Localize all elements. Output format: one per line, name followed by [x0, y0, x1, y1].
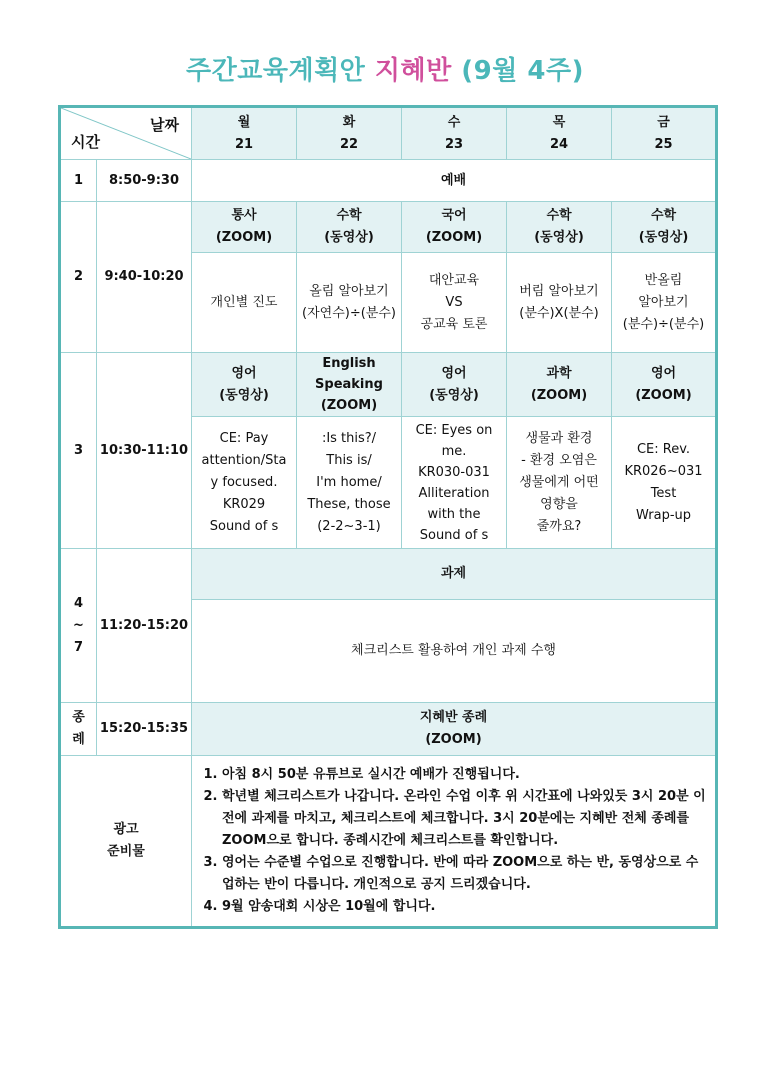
day-date: 23 [444, 136, 464, 152]
subject-mode: (동영상) [638, 230, 689, 245]
subject-mode: (동영상) [324, 230, 374, 245]
detail-line: with the [427, 506, 481, 522]
detail-line: y focused. [210, 474, 278, 490]
detail-line: Wrap-up [635, 507, 691, 523]
notice-item: 3. 영어는 수준별 수업으로 진행합니다. 반에 따라 ZOOM으로 하는 반, 동영상으로 수업하는 반이 다릅니다. 개인적으로 공지 드리겠습니다. [222, 852, 707, 896]
period-row-2-subjects [60, 202, 717, 253]
detail-line: 영향을 [540, 496, 578, 512]
subject-cell [297, 353, 402, 417]
closing-row [60, 703, 717, 756]
period-row-3-subjects [60, 353, 717, 417]
detail-line: CE: Rev. [636, 441, 691, 457]
closing-line: 지혜반 종례 [419, 710, 488, 725]
detail-line: attention/Sta [201, 452, 287, 468]
subject-cell [612, 353, 717, 417]
detail-cell [507, 253, 612, 353]
detail-line: KR029 [222, 496, 266, 512]
worship-cell: 예배 [192, 160, 717, 202]
assignment-content: 체크리스트 활용하여 개인 과제 수행 [192, 600, 717, 703]
period-time: 11:20-15:20 [97, 549, 192, 703]
subject-name: English Speaking [315, 356, 383, 392]
notice-label [60, 756, 192, 928]
header-corner [60, 107, 192, 160]
detail-line: - 환경 오염은 [521, 452, 597, 468]
date-label: 날짜 [150, 116, 179, 134]
subject-name: 국어 [441, 208, 467, 223]
detail-line: me. [441, 443, 467, 459]
period-number: 3 [60, 353, 97, 549]
period-row-4-7-heading [60, 549, 717, 600]
period-number: 2 [60, 202, 97, 353]
day-header-wed [402, 107, 507, 160]
subject-name: 과학 [546, 365, 572, 381]
notice-list [200, 764, 707, 918]
detail-line: I'm home/ [316, 474, 382, 490]
day-header-tue [297, 107, 402, 160]
detail-line: Sound of s [209, 518, 279, 534]
subject-cell [192, 353, 297, 417]
period-part: 7 [73, 639, 84, 655]
detail-line: 생물에게 어떤 [519, 474, 599, 490]
subject-cell [402, 353, 507, 417]
subject-mode: (동영상) [534, 230, 584, 245]
subject-name: 수학 [336, 208, 362, 223]
subject-mode: (ZOOM) [635, 387, 692, 403]
title-class: 지혜반 [374, 56, 452, 86]
day-date: 25 [654, 136, 673, 152]
notice-label-line: 준비물 [107, 844, 145, 859]
period-part: 례 [72, 732, 85, 747]
notice-item: 4. 9월 암송대회 시상은 10월에 합니다. [222, 896, 707, 918]
detail-line: (2-2~3-1) [317, 518, 381, 534]
day-header-thu [507, 107, 612, 160]
assignment-heading: 과제 [192, 549, 717, 600]
detail-cell [297, 253, 402, 353]
title-main: 주간교육계획안 [185, 56, 366, 86]
period-number: 1 [60, 160, 97, 202]
detail-cell [612, 253, 717, 353]
detail-line: This is/ [326, 452, 372, 468]
detail-line: 공교육 토론 [420, 316, 488, 332]
header-row [60, 107, 717, 160]
time-label: 시간 [71, 133, 100, 151]
subject-name: 영어 [650, 365, 677, 381]
subject-name: 수학 [546, 208, 572, 223]
subject-mode: (동영상) [429, 387, 479, 403]
detail-line: (분수)X(분수) [519, 305, 599, 321]
detail-line: 반올림 [644, 272, 683, 288]
period-row-1 [60, 160, 717, 202]
subject-cell [297, 202, 402, 253]
detail-line: These, those [307, 496, 391, 512]
detail-cell [192, 417, 297, 549]
detail-line: CE: Eyes on [415, 422, 493, 438]
detail-line: KR030-031 [418, 464, 490, 480]
subject-name: 영어 [231, 365, 257, 381]
closing-cell [192, 703, 717, 756]
notice-item: 1. 아침 8시 50분 유튜브로 실시간 예배가 진행됩니다. [222, 764, 707, 786]
notice-label-line: 광고 [113, 822, 139, 837]
detail-line: Alliteration [418, 485, 490, 501]
period-part: ~ [73, 617, 84, 633]
period-part: 4 [73, 595, 84, 611]
detail-line: Sound of s [419, 527, 489, 543]
detail-line: 올림 알아보기 [309, 283, 389, 299]
detail-line: 생물과 환경 [525, 430, 593, 446]
period-time: 9:40-10:20 [97, 202, 192, 353]
day-header-fri [612, 107, 717, 160]
day-date: 21 [234, 136, 254, 152]
detail-cell [402, 417, 507, 549]
detail-cell [402, 253, 507, 353]
detail-line: CE: Pay [219, 430, 269, 446]
notice-list-cell [192, 756, 717, 928]
weekly-plan-table [58, 105, 718, 929]
subject-mode: (ZOOM) [215, 230, 273, 245]
day-name: 수 [447, 114, 461, 130]
detail-cell [507, 417, 612, 549]
day-name: 화 [342, 114, 356, 130]
day-header-mon [192, 107, 297, 160]
detail-line: (분수)÷(분수) [622, 316, 705, 332]
day-date: 24 [549, 136, 569, 152]
detail-line: KR026~031 [624, 463, 703, 479]
day-name: 금 [657, 114, 670, 130]
detail-line: 버림 알아보기 [519, 283, 599, 299]
subject-mode: (ZOOM) [320, 398, 378, 413]
subject-cell [612, 202, 717, 253]
subject-name: 수학 [650, 208, 677, 223]
detail-cell [297, 417, 402, 549]
page-title [0, 50, 770, 87]
detail-cell [612, 417, 717, 549]
notice-row [60, 756, 717, 928]
subject-name: 통사 [231, 208, 257, 223]
day-name: 목 [552, 114, 566, 130]
day-name: 월 [237, 114, 251, 130]
detail-line: 개인별 진도 [210, 294, 278, 310]
detail-line: (자연수)÷(분수) [302, 305, 396, 321]
subject-cell [192, 202, 297, 253]
title-week: (9월 4주) [461, 56, 585, 86]
detail-line: 알아보기 [638, 294, 689, 310]
subject-name: 영어 [441, 365, 467, 381]
subject-mode: (ZOOM) [530, 387, 588, 403]
subject-cell [507, 353, 612, 417]
detail-line: Test [650, 485, 677, 501]
period-part: 종 [72, 710, 85, 725]
closing-line: (ZOOM) [425, 732, 482, 747]
period-time: 15:20-15:35 [97, 703, 192, 756]
detail-line: VS [445, 294, 463, 310]
period-time: 10:30-11:10 [97, 353, 192, 549]
detail-line: :Is this?/ [321, 430, 377, 446]
detail-cell [192, 253, 297, 353]
day-date: 22 [339, 136, 359, 152]
subject-mode: (동영상) [219, 387, 269, 403]
detail-line: 줄까요? [536, 518, 582, 534]
detail-line: 대안교육 [428, 272, 480, 288]
notice-item: 2. 학년별 체크리스트가 나갑니다. 온라인 수업 이후 위 시간표에 나와있듯 3시 20분 이전에 과제를 마치고, 체크리스트에 체크합니다. 3시 20분에는 지혜반 전체 종례를 ZOOM으로 합니다. 종례시간에 체크리스트를 확인합니다. [222, 786, 707, 852]
subject-cell [507, 202, 612, 253]
period-number [60, 703, 97, 756]
period-number [60, 549, 97, 703]
subject-mode: (ZOOM) [425, 230, 483, 245]
period-time: 8:50-9:30 [97, 160, 192, 202]
subject-cell [402, 202, 507, 253]
